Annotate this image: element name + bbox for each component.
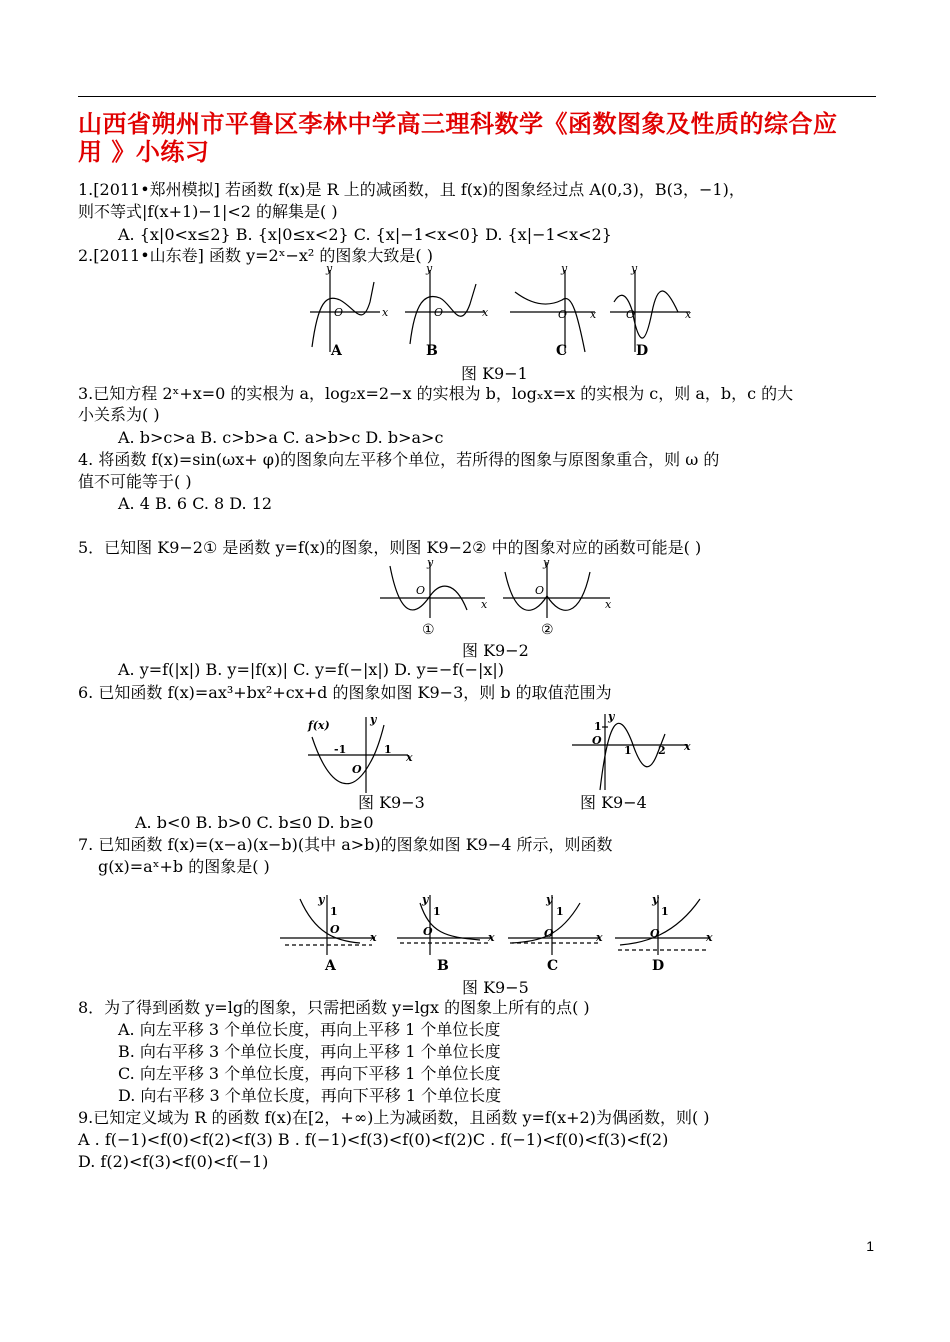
q2-stem: 2.[2011•山东卷] 函数 y=2ˣ−x² 的图象大致是( ) bbox=[78, 246, 433, 265]
q4-stem-cont: 值不可能等于( ) bbox=[78, 472, 192, 491]
svg-text:x: x bbox=[590, 308, 597, 321]
q8-option-c: C. 向左平移 3 个单位长度，再向下平移 1 个单位长度 bbox=[118, 1064, 501, 1083]
svg-text:y: y bbox=[652, 893, 659, 906]
q1-options: A. {x|0<x≤2} B. {x|0≤x<2} C. {x|−1<x<0} D. {x|−1<x<2} bbox=[118, 225, 612, 244]
q7-label-d: D bbox=[652, 958, 665, 974]
svg-text:O: O bbox=[352, 763, 362, 776]
svg-text:O: O bbox=[626, 308, 636, 321]
svg-text:O: O bbox=[592, 734, 602, 747]
svg-text:y: y bbox=[426, 262, 433, 275]
q7-stem: 7. 已知函数 f(x)=(x−a)(x−b)(其中 a>b)的图象如图 K9−4 所示，则函数 bbox=[78, 835, 613, 854]
page-title: 山西省朔州市平鲁区李林中学高三理科数学《函数图象及性质的综合应 bbox=[78, 110, 838, 138]
q8-option-d: D. 向右平移 3 个单位长度，再向下平移 1 个单位长度 bbox=[118, 1086, 502, 1105]
q5-caption: 图 K9−2 bbox=[462, 641, 529, 660]
q8-option-a: A. 向左平移 3 个单位长度，再向上平移 1 个单位长度 bbox=[118, 1020, 501, 1039]
q7-label-b: B bbox=[437, 958, 449, 974]
q2-label-c: C bbox=[556, 343, 568, 359]
q5-options: A. y=f(|x|) B. y=|f(x)| C. y=f(−|x|) D. y=−f(−|x|) bbox=[118, 660, 505, 679]
svg-text:f(x): f(x) bbox=[308, 719, 330, 732]
svg-text:y: y bbox=[422, 893, 429, 906]
q6-options: A. b<0 B. b>0 C. b≤0 D. b≥0 bbox=[135, 813, 374, 832]
svg-text:O: O bbox=[434, 306, 444, 319]
q9-option-d: D. f(2)<f(3)<f(0)<f(−1) bbox=[78, 1152, 269, 1171]
q4-stem: 4. 将函数 f(x)=sin(ωx+ φ)的图象向左平移个单位，若所得的图象与原图象重合，则 ω 的 bbox=[78, 450, 720, 469]
svg-text:1: 1 bbox=[556, 905, 564, 918]
figure-k9-5 bbox=[280, 893, 720, 963]
svg-text:x: x bbox=[684, 740, 691, 753]
svg-text:x: x bbox=[605, 598, 612, 611]
q5-label-2: ② bbox=[541, 622, 554, 638]
svg-text:1: 1 bbox=[330, 905, 338, 918]
svg-text:x: x bbox=[406, 751, 413, 764]
svg-text:O: O bbox=[535, 584, 545, 597]
q5-label-1: ① bbox=[422, 622, 435, 638]
figure-k9-2 bbox=[375, 556, 615, 620]
svg-text:1: 1 bbox=[661, 905, 669, 918]
q7-stem-cont: g(x)=aˣ+b 的图象是( ) bbox=[98, 857, 270, 876]
svg-text:O: O bbox=[423, 925, 433, 938]
svg-text:y: y bbox=[561, 262, 568, 275]
q4-options: A. 4 B. 6 C. 8 D. 12 bbox=[118, 494, 273, 513]
svg-text:O: O bbox=[330, 923, 340, 936]
q3-stem-cont: 小关系为( ) bbox=[78, 405, 160, 424]
page-number: 1 bbox=[866, 1238, 874, 1254]
q2-label-d: D bbox=[636, 343, 649, 359]
svg-text:y: y bbox=[318, 893, 325, 906]
q5-stem: 5．已知图 K9−2① 是函数 y=f(x)的图象，则图 K9−2② 中的图象对应的函数可能是( ) bbox=[78, 538, 702, 557]
q2-caption: 图 K9−1 bbox=[461, 364, 528, 383]
svg-text:x: x bbox=[488, 931, 495, 944]
q6-caption-k9-4: 图 K9−4 bbox=[580, 793, 647, 812]
svg-text:y: y bbox=[370, 713, 377, 726]
svg-text:x: x bbox=[596, 931, 603, 944]
svg-text:x: x bbox=[685, 308, 692, 321]
svg-text:-1: -1 bbox=[334, 743, 347, 756]
q3-options: A. b>c>a B. c>b>a C. a>b>c D. b>a>c bbox=[118, 428, 444, 447]
svg-text:x: x bbox=[706, 931, 713, 944]
figure-k9-3 bbox=[300, 715, 415, 795]
q7-label-a: A bbox=[325, 958, 336, 974]
svg-text:y: y bbox=[546, 893, 553, 906]
svg-text:O: O bbox=[544, 927, 554, 940]
q6-stem: 6. 已知函数 f(x)=ax³+bx²+cx+d 的图象如图 K9−3，则 b 的取值范围为 bbox=[78, 683, 612, 702]
q2-label-b: B bbox=[426, 343, 438, 359]
svg-text:O: O bbox=[416, 584, 426, 597]
svg-text:y: y bbox=[608, 710, 615, 723]
q6-caption-k9-3: 图 K9−3 bbox=[358, 793, 425, 812]
svg-text:1: 1 bbox=[384, 743, 392, 756]
svg-text:O: O bbox=[650, 927, 660, 940]
page-title-cont: 用 》小练习 bbox=[78, 138, 210, 166]
q8-option-b: B. 向右平移 3 个单位长度，再向上平移 1 个单位长度 bbox=[118, 1042, 501, 1061]
q8-stem: 8．为了得到函数 y=lg的图象，只需把函数 y=lgx 的图象上所有的点( ) bbox=[78, 998, 590, 1017]
q7-caption: 图 K9−5 bbox=[462, 978, 529, 997]
q9-stem: 9.已知定义域为 R 的函数 f(x)在[2，+∞)上为减函数，且函数 y=f(x+2)为偶函数，则( ) bbox=[78, 1108, 710, 1127]
svg-text:2: 2 bbox=[658, 744, 666, 757]
header-rule bbox=[78, 96, 876, 97]
q1-stem: 1.[2011•郑州模拟] 若函数 f(x)是 R 上的减函数，且 f(x)的图象经过点 A(0,3)，B(3，−1)， bbox=[78, 180, 745, 199]
svg-text:O: O bbox=[334, 306, 344, 319]
svg-text:x: x bbox=[482, 306, 489, 319]
svg-text:1: 1 bbox=[433, 905, 441, 918]
q1-stem-cont: 则不等式|f(x+1)−1|<2 的解集是( ) bbox=[78, 202, 338, 221]
q3-stem: 3.已知方程 2ˣ+x=0 的实根为 a，log₂x=2−x 的实根为 b，logₓx=x 的实根为 c，则 a，b，c 的大 bbox=[78, 384, 794, 403]
svg-text:x: x bbox=[382, 306, 389, 319]
svg-text:x: x bbox=[370, 931, 377, 944]
svg-text:y: y bbox=[631, 262, 638, 275]
svg-text:1: 1 bbox=[624, 744, 632, 757]
q2-label-a: A bbox=[331, 343, 342, 359]
svg-text:x: x bbox=[481, 598, 488, 611]
svg-text:y: y bbox=[543, 556, 550, 569]
figure-k9-4 bbox=[570, 712, 695, 792]
svg-text:O: O bbox=[558, 308, 568, 321]
svg-text:1: 1 bbox=[594, 720, 602, 733]
q7-label-c: C bbox=[547, 958, 559, 974]
q9-options-abc: A . f(−1)<f(0)<f(2)<f(3) B . f(−1)<f(3)<f(0)<f(2)C . f(−1)<f(0)<f(3)<f(2) bbox=[78, 1130, 669, 1149]
svg-text:y: y bbox=[326, 262, 333, 275]
svg-text:y: y bbox=[427, 556, 434, 569]
